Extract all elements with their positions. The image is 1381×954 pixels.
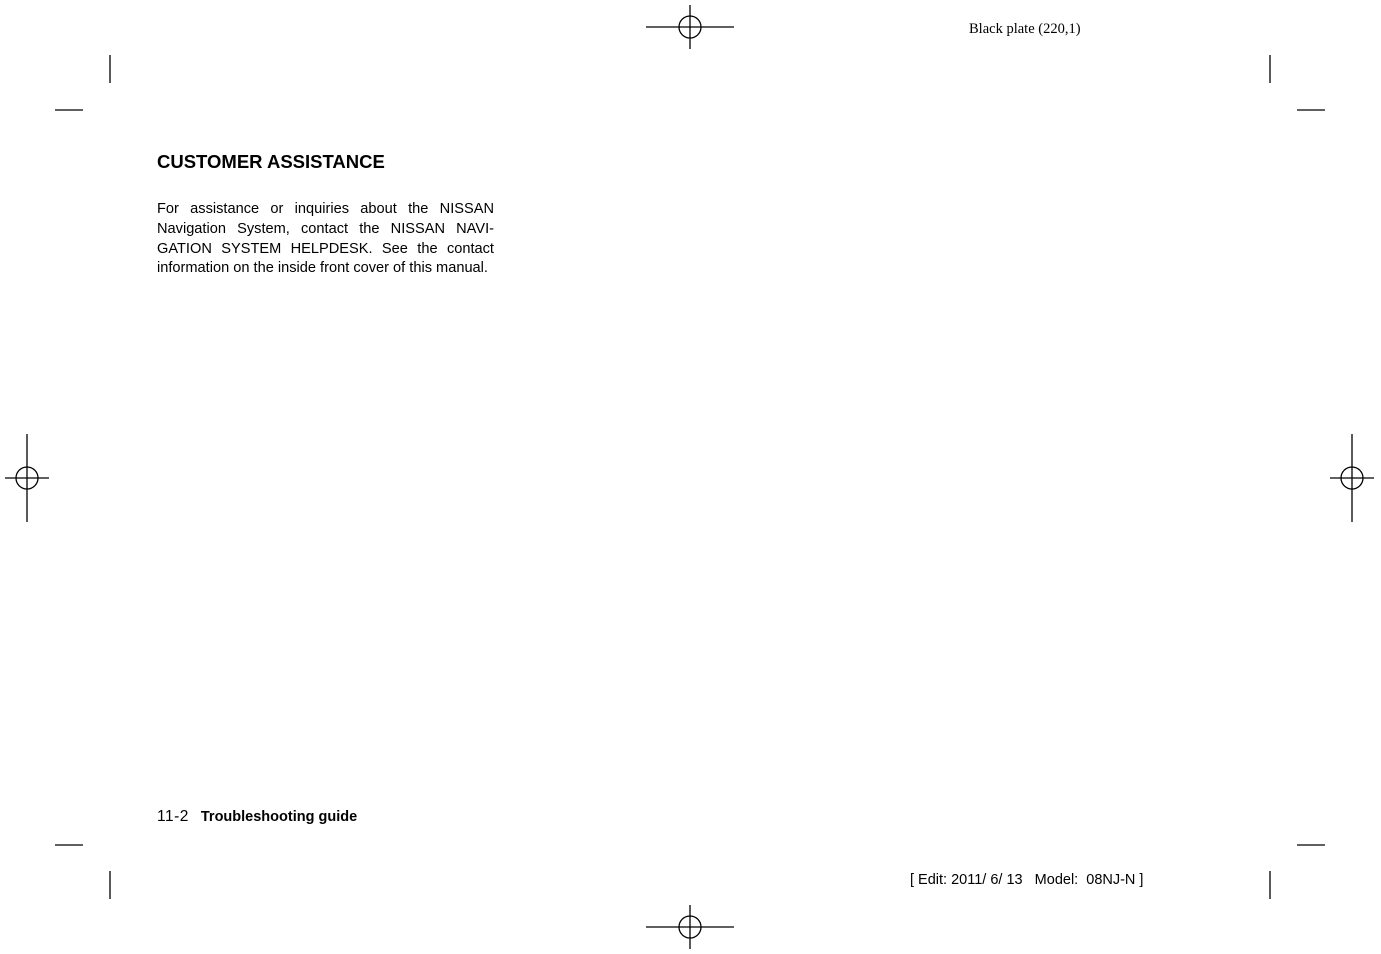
plate-label: Black plate (220,1): [969, 21, 1081, 37]
registration-mark-top: [646, 5, 734, 49]
edit-info: [ Edit: 2011/ 6/ 13 Model: 08NJ-N ]: [910, 872, 1144, 888]
registration-mark-bottom: [646, 905, 734, 949]
section-heading: CUSTOMER ASSISTANCE: [157, 151, 385, 172]
registration-mark-right: [1330, 434, 1374, 522]
page-footer: [157, 808, 357, 826]
body-paragraph: For assistance or inquiries about the NISSAN Navigation System, contact the NISSAN NAVIGATION SYSTEM HELPDESK. See the contact information on the inside front cover of this manual.: [157, 201, 494, 277]
page-number: 11-2: [157, 808, 189, 825]
registration-mark-left: [5, 434, 49, 522]
footer-section-title: Troubleshooting guide: [200, 809, 358, 825]
